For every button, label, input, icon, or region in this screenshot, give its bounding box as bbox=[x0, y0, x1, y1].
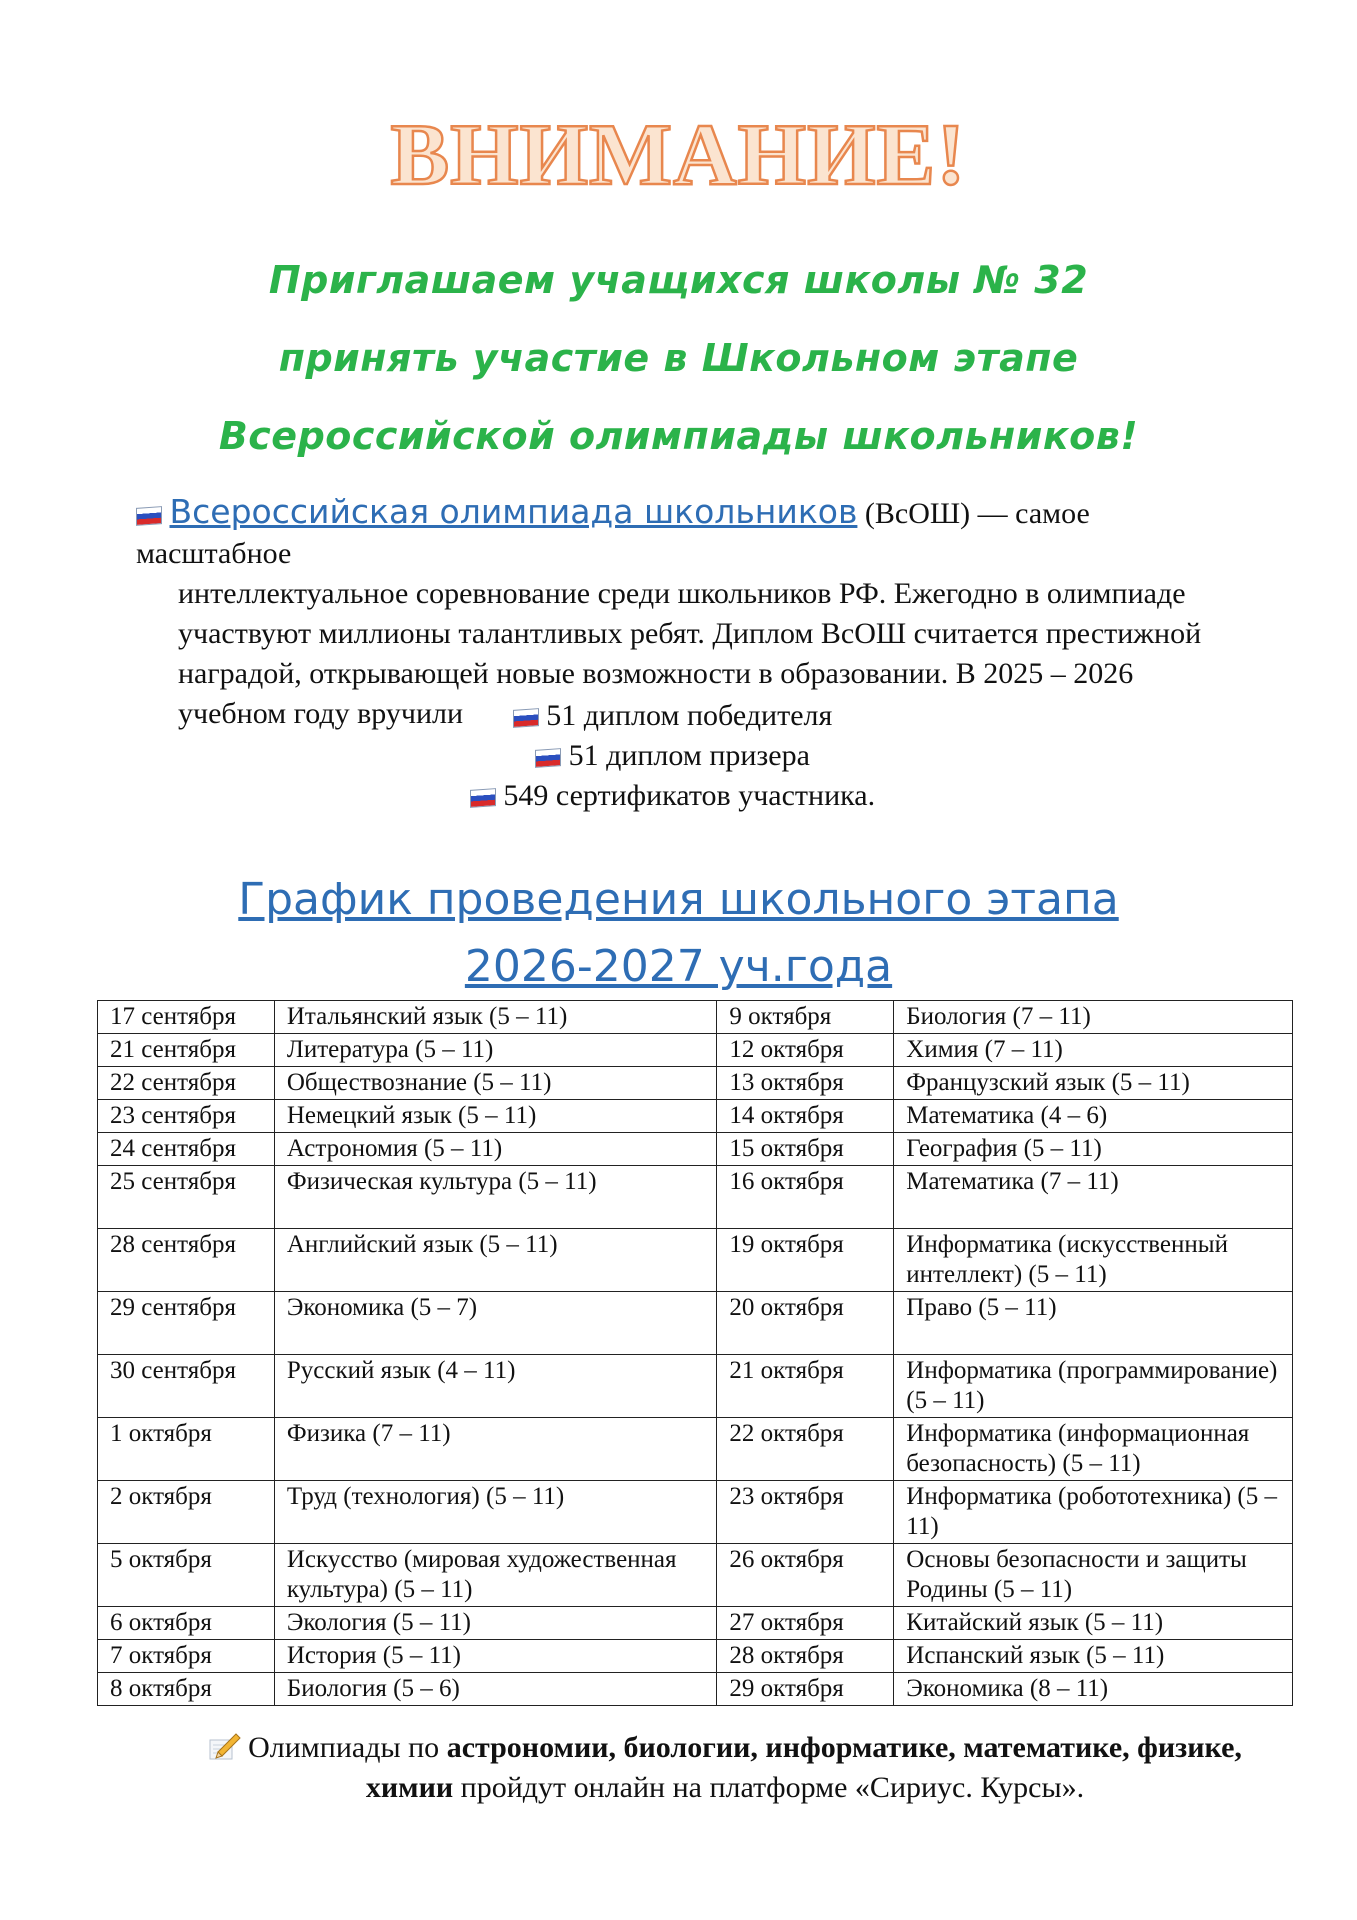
schedule-subject-right-cell: География (5 – 11) bbox=[894, 1133, 1293, 1166]
schedule-date-right-cell: 14 октября bbox=[717, 1100, 894, 1133]
schedule-date-right-cell: 27 октября bbox=[717, 1607, 894, 1640]
schedule-date-left-cell: 1 октября bbox=[98, 1418, 275, 1481]
schedule-subject-left-cell: Немецкий язык (5 – 11) bbox=[274, 1100, 717, 1133]
schedule-subject-right-cell: Информатика (программирование) (5 – 11) bbox=[894, 1355, 1293, 1418]
schedule-date-left-cell: 29 сентября bbox=[98, 1292, 275, 1355]
schedule-subject-left-cell: Искусство (мировая художественная культура) (5 – 11) bbox=[274, 1544, 717, 1607]
schedule-date-right-cell: 28 октября bbox=[717, 1640, 894, 1673]
note-suffix: пройдут онлайн на платформе «Сириус. Курсы». bbox=[453, 1771, 1085, 1804]
schedule-date-right-cell: 21 октября bbox=[717, 1355, 894, 1418]
stat-winners-text: 51 диплом победителя bbox=[546, 699, 833, 732]
schedule-subject-left-cell: Обществознание (5 – 11) bbox=[274, 1067, 717, 1100]
schedule-subject-right-cell: Испанский язык (5 – 11) bbox=[894, 1640, 1293, 1673]
schedule-date-right-cell: 20 октября bbox=[717, 1292, 894, 1355]
schedule-date-left-cell: 6 октября bbox=[98, 1607, 275, 1640]
intro-line: участвуют миллионы талантливых ребят. Диплом ВсОШ считается престижной bbox=[178, 617, 1202, 650]
schedule-subject-right-cell: Китайский язык (5 – 11) bbox=[894, 1607, 1293, 1640]
schedule-date-left-cell: 7 октября bbox=[98, 1640, 275, 1673]
schedule-subject-right-cell: Математика (7 – 11) bbox=[894, 1166, 1293, 1229]
schedule-date-right-cell: 22 октября bbox=[717, 1418, 894, 1481]
schedule-subject-left-cell: Русский язык (4 – 11) bbox=[274, 1355, 717, 1418]
note-bold-subjects: астрономии, биологии, информатике, математике, физике, bbox=[446, 1731, 1242, 1764]
table-row bbox=[98, 1100, 1293, 1133]
schedule-date-right-cell: 19 октября bbox=[717, 1229, 894, 1292]
schedule-date-left-cell: 22 сентября bbox=[98, 1067, 275, 1100]
schedule-subject-left-cell: Литература (5 – 11) bbox=[274, 1034, 717, 1067]
schedule-subject-left-cell: Физика (7 – 11) bbox=[274, 1418, 717, 1481]
schedule-date-right-cell: 23 октября bbox=[717, 1481, 894, 1544]
schedule-subject-right-cell: Биология (7 – 11) bbox=[894, 1001, 1293, 1034]
schedule-date-left-cell: 17 сентября bbox=[98, 1001, 275, 1034]
schedule-subject-left-cell: Экономика (5 – 7) bbox=[274, 1292, 717, 1355]
table-row bbox=[98, 1292, 1293, 1355]
schedule-date-right-cell: 13 октября bbox=[717, 1067, 894, 1100]
table-row bbox=[98, 1034, 1293, 1067]
schedule-date-left-cell: 24 сентября bbox=[98, 1133, 275, 1166]
schedule-subject-left-cell: Экология (5 – 11) bbox=[274, 1607, 717, 1640]
note-prefix: Олимпиады по bbox=[248, 1731, 447, 1764]
schedule-subject-left-cell: Биология (5 – 6) bbox=[274, 1673, 717, 1706]
pencil-icon bbox=[208, 1731, 242, 1761]
schedule-subject-right-cell: Основы безопасности и защиты Родины (5 – 11) bbox=[894, 1544, 1293, 1607]
schedule-date-left-cell: 2 октября bbox=[98, 1481, 275, 1544]
table-row bbox=[98, 1640, 1293, 1673]
note-bold-chemistry: химии bbox=[365, 1771, 454, 1804]
russian-flag-icon bbox=[535, 748, 561, 768]
table-row bbox=[98, 1607, 1293, 1640]
schedule-date-left-cell: 30 сентября bbox=[98, 1355, 275, 1418]
schedule-date-left-cell: 5 октября bbox=[98, 1544, 275, 1607]
schedule-date-right-cell: 15 октября bbox=[717, 1133, 894, 1166]
schedule-date-left-cell: 8 октября bbox=[98, 1673, 275, 1706]
schedule-subject-right-cell: Право (5 – 11) bbox=[894, 1292, 1293, 1355]
olympiad-link[interactable]: Всероссийская олимпиада школьников bbox=[169, 492, 858, 531]
schedule-subject-right-cell: Химия (7 – 11) bbox=[894, 1034, 1293, 1067]
stat-winners bbox=[0, 696, 1351, 736]
invitation-line-1: Приглашаем учащихся школы № 32 bbox=[268, 258, 1089, 302]
schedule-date-left-cell: 23 сентября bbox=[98, 1100, 275, 1133]
schedule-subject-left-cell: Физическая культура (5 – 11) bbox=[274, 1166, 717, 1229]
schedule-date-right-cell: 12 октября bbox=[717, 1034, 894, 1067]
schedule-subject-right-cell: Французский язык (5 – 11) bbox=[894, 1067, 1293, 1100]
intro-line: учебном году вручили bbox=[178, 697, 464, 730]
table-row bbox=[98, 1166, 1293, 1229]
intro-line: наградой, открывающей новые возможности в образовании. В 2025 – 2026 bbox=[178, 657, 1134, 690]
schedule-date-left-cell: 25 сентября bbox=[98, 1166, 275, 1229]
schedule-subject-right-cell: Экономика (8 – 11) bbox=[894, 1673, 1293, 1706]
table-row bbox=[98, 1418, 1293, 1481]
intro-first-line bbox=[136, 492, 1236, 574]
schedule-date-left-cell: 28 сентября bbox=[98, 1229, 275, 1292]
invitation-line-2: принять участие в Школьном этапе bbox=[278, 336, 1079, 380]
stat-prizewinners bbox=[0, 736, 1351, 776]
russian-flag-icon bbox=[136, 506, 162, 526]
schedule-subject-left-cell: Труд (технология) (5 – 11) bbox=[274, 1481, 717, 1544]
schedule-subject-left-cell: История (5 – 11) bbox=[274, 1640, 717, 1673]
intro-line: интеллектуальное соревнование среди школьников РФ. Ежегодно в олимпиаде bbox=[178, 577, 1186, 610]
table-row bbox=[98, 1355, 1293, 1418]
stat-participants-text: 549 сертификатов участника. bbox=[503, 779, 876, 812]
schedule-title-line-2: 2026-2027 уч.года bbox=[464, 941, 893, 992]
stat-participants bbox=[0, 776, 1351, 816]
schedule-table bbox=[97, 1000, 1293, 1706]
table-row bbox=[98, 1481, 1293, 1544]
schedule-subject-left-cell: Английский язык (5 – 11) bbox=[274, 1229, 717, 1292]
table-row bbox=[98, 1544, 1293, 1607]
schedule-subject-right-cell: Информатика (искусственный интеллект) (5 – 11) bbox=[894, 1229, 1293, 1292]
table-row bbox=[98, 1067, 1293, 1100]
schedule-date-right-cell: 26 октября bbox=[717, 1544, 894, 1607]
schedule-date-right-cell: 16 октября bbox=[717, 1166, 894, 1229]
russian-flag-icon bbox=[470, 788, 496, 808]
schedule-subject-right-cell: Информатика (робототехника) (5 – 11) bbox=[894, 1481, 1293, 1544]
table-row bbox=[98, 1001, 1293, 1034]
schedule-subject-left-cell: Итальянский язык (5 – 11) bbox=[274, 1001, 717, 1034]
online-note bbox=[170, 1728, 1280, 1808]
invitation-line-3: Всероссийской олимпиады школьников! bbox=[218, 414, 1139, 458]
schedule-date-right-cell: 29 октября bbox=[717, 1673, 894, 1706]
attention-heading: ВНИМАНИЕ! bbox=[390, 107, 967, 204]
schedule-subject-right-cell: Математика (4 – 6) bbox=[894, 1100, 1293, 1133]
schedule-date-right-cell: 9 октября bbox=[717, 1001, 894, 1034]
russian-flag-icon bbox=[513, 708, 539, 728]
table-row bbox=[98, 1673, 1293, 1706]
schedule-subject-right-cell: Информатика (информационная безопасность) (5 – 11) bbox=[894, 1418, 1293, 1481]
intro-text-after-link: (ВсОШ) — самое масштабное bbox=[136, 497, 1090, 570]
schedule-subject-left-cell: Астрономия (5 – 11) bbox=[274, 1133, 717, 1166]
schedule-title-line-1: График проведения школьного этапа bbox=[238, 874, 1119, 925]
stat-prizewinners-text: 51 диплом призера bbox=[568, 739, 810, 772]
table-row bbox=[98, 1133, 1293, 1166]
table-row bbox=[98, 1229, 1293, 1292]
schedule-date-left-cell: 21 сентября bbox=[98, 1034, 275, 1067]
